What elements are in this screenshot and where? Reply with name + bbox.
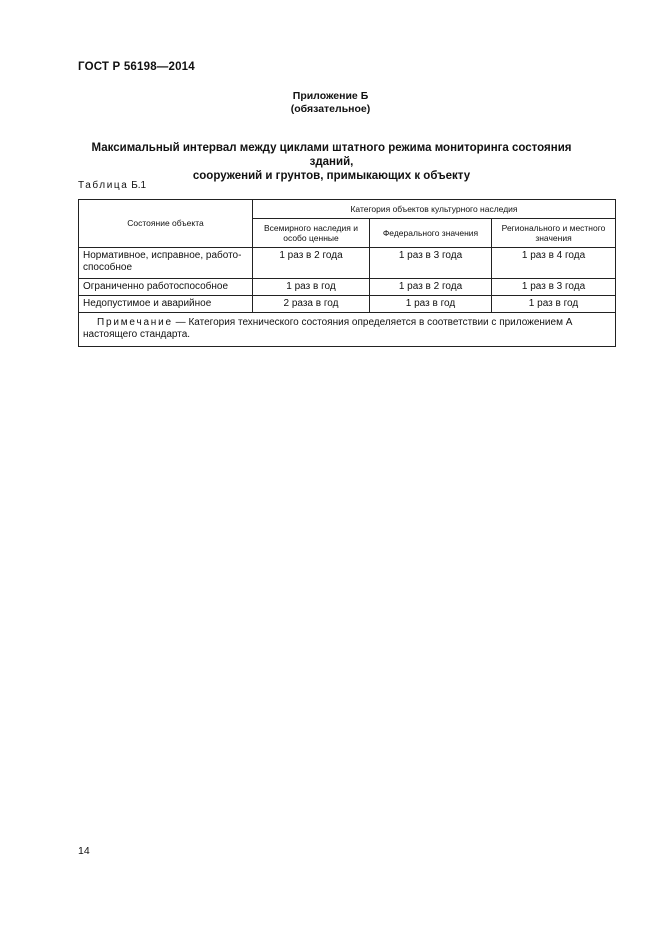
standard-code: ГОСТ Р 56198—2014 bbox=[78, 61, 195, 73]
row-value: 1 раз в 3 года bbox=[492, 279, 616, 296]
note-text: — Категория технического состояния определяется в соответствии с приложением А настоящего стандарта. bbox=[83, 317, 573, 340]
monitoring-interval-table bbox=[78, 199, 616, 347]
table-caption bbox=[78, 180, 146, 191]
note-label: Примечание bbox=[97, 317, 173, 328]
row-value: 1 раз в 2 года bbox=[253, 248, 370, 279]
table-note bbox=[79, 313, 616, 347]
section-heading bbox=[80, 141, 583, 183]
row-value: 1 раз в год bbox=[370, 296, 492, 313]
page-number: 14 bbox=[78, 845, 90, 857]
annex-title: Приложение Б bbox=[292, 90, 369, 102]
row-value: 1 раз в год bbox=[492, 296, 616, 313]
row-value: 1 раз в 2 года bbox=[370, 279, 492, 296]
table-row bbox=[79, 248, 616, 279]
annex-type: (обязательное) bbox=[290, 103, 371, 115]
header-condition: Состояние объекта bbox=[79, 200, 253, 248]
header-world-heritage: Всемирного наследия и особо ценные bbox=[253, 219, 370, 248]
header-category-group: Категория объектов культурного наследия bbox=[253, 200, 616, 219]
heading-line-2: сооружений и грунтов, примыкающих к объекту bbox=[192, 170, 471, 182]
heading-line-1: Максимальный интервал между циклами штатного режима мониторинга состояния зданий, bbox=[91, 142, 572, 168]
table-row bbox=[79, 296, 616, 313]
table-note-row bbox=[79, 313, 616, 347]
row-condition: Недопустимое и аварийное bbox=[79, 296, 253, 313]
row-value: 1 раз в год bbox=[253, 279, 370, 296]
annex-header bbox=[0, 90, 661, 116]
row-value: 1 раз в 3 года bbox=[370, 248, 492, 279]
table-row bbox=[79, 279, 616, 296]
table-header-row bbox=[79, 200, 616, 219]
row-condition: Ограниченно работоспособное bbox=[79, 279, 253, 296]
row-value: 1 раз в 4 года bbox=[492, 248, 616, 279]
table-caption-number: Б.1 bbox=[131, 180, 147, 191]
row-value: 2 раза в год bbox=[253, 296, 370, 313]
header-federal: Федерального значения bbox=[370, 219, 492, 248]
header-regional: Регионального и местного значения bbox=[492, 219, 616, 248]
table-caption-word: Таблица bbox=[78, 180, 129, 191]
row-condition: Нормативное, исправное, работо- способное bbox=[79, 248, 253, 279]
